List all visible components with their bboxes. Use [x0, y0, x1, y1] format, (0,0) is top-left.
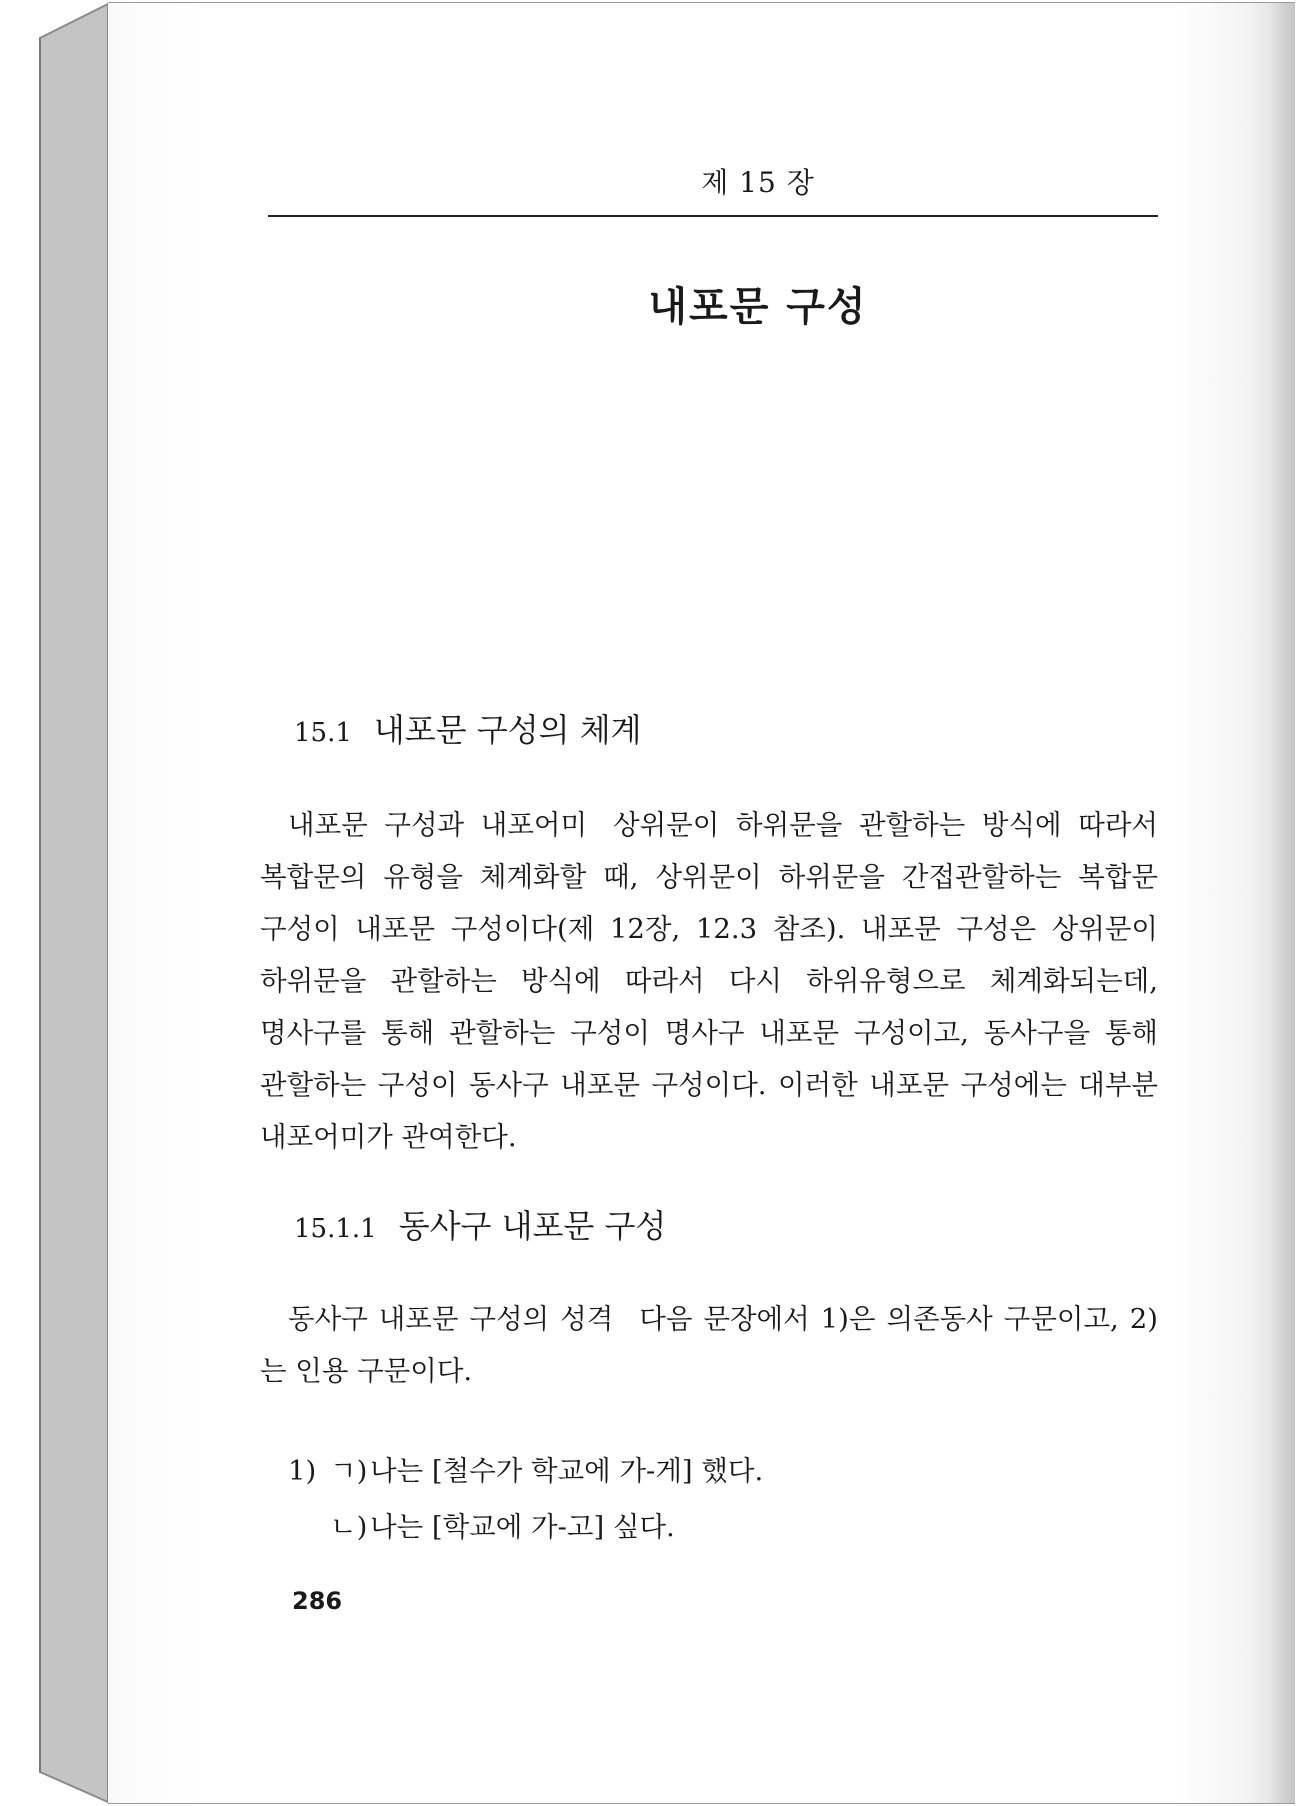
body-paragraph: [260, 1293, 1158, 1397]
paragraph-lead: 동사구 내포문 구성의 성격: [288, 1303, 614, 1335]
chapter-title: 내포문 구성: [648, 283, 868, 330]
paragraph-text: 상위문이 하위문을 관할하는 방식에 따라서 복합문의 유형을 체계화할 때, 상위문이 하위문을 간접관할하는 복합문 구성이 내포문 구성이다(제 12장, 12.3 참조). 내포문 구성은 상위문이 하위문을 관할하는 방식에 따라서 다시 하위유형으로 체계화되는데, 명사구를 통해 관할하는 구성이 명사구 내포문 구성이고, 동사구을 통해 관할하는 구성이 동사구 내포문 구성이다. 이러한 내포문 구성에는 대부분 내포어미가 관여한다.: [260, 809, 1158, 1153]
example-mark: ㄴ): [330, 1511, 368, 1543]
book-spine: [0, 0, 110, 1806]
subsection-number: 15.1.1: [294, 1214, 377, 1244]
page-number: 286: [292, 1587, 343, 1615]
page-edge-shadow: [1269, 3, 1295, 1803]
section-number: 15.1: [294, 718, 352, 748]
paragraph-lead: 내포문 구성과 내포어미: [288, 809, 588, 841]
example-item: [288, 1499, 763, 1555]
example-block: [288, 1443, 763, 1555]
example-text: 나는 [학교에 가-고] 싶다.: [370, 1511, 675, 1543]
example-mark: ㄱ): [330, 1455, 368, 1487]
chapter-label: 제 15 장: [701, 166, 815, 199]
example-item: [288, 1443, 763, 1499]
paragraph-text: 다음 문장에서 1)은 의존동사 구문이고, 2)는 인용 구문이다.: [260, 1303, 1158, 1387]
example-text: 나는 [철수가 학교에 가-게] 했다.: [370, 1455, 764, 1487]
body-paragraph: [260, 799, 1158, 1163]
section-heading: [294, 705, 642, 751]
section-title: 내포문 구성의 체계: [373, 711, 642, 749]
example-number: 1): [288, 1455, 317, 1487]
book-page: [108, 2, 1295, 1804]
subsection-heading: [294, 1201, 666, 1247]
chapter-divider: [268, 215, 1158, 217]
subsection-title: 동사구 내포문 구성: [398, 1207, 667, 1245]
